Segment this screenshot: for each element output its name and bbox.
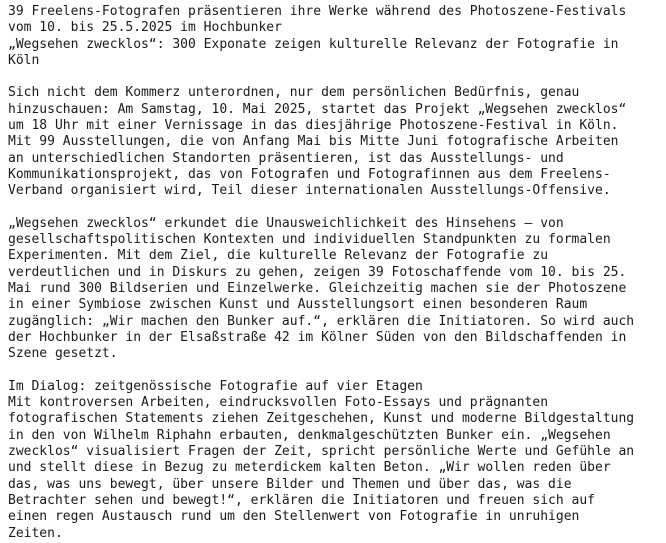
text-line: der Hochbunker in der Elsaßstraße 42 im Kölner Süden von den Bildschaffenden in: [8, 329, 627, 345]
paragraph-spacer: [8, 363, 658, 379]
text-line: in den von Wilhelm Riphahn erbauten, denkmalgeschützten Bunker ein. „Wegsehen: [8, 427, 611, 443]
text-line: das, was uns bewegt, über unsere Bilder und Themen und über das, was die: [8, 476, 572, 492]
text-line: in einer Symbiose zwischen Kunst und Ausstellungsort einen besonderen Raum: [8, 297, 588, 313]
section-heading: Im Dialog: zeitgenössische Fotografie auf vier Etagen: [8, 378, 423, 394]
text-line: und stellt diese in Bezug zu meterdickem kalten Beton. „Wir wollen reden über: [8, 460, 611, 476]
text-line: Verband organisiert wird, Teil dieser internationalen Ausstellungs-Offensive.: [8, 183, 611, 199]
text-line: einen regen Austausch rund um den Stellenwert von Fotografie in unruhigen: [8, 509, 580, 525]
text-line: fotografischen Statements ziehen Zeitgeschehen, Kunst und moderne Bildgestaltung: [8, 411, 635, 427]
paragraph-spacer: [8, 200, 658, 216]
text-line: Mai rund 300 Bildserien und Einzelwerke. Gleichzeitig machen sie der Photoszene: [8, 281, 627, 297]
subheadline-line: „Wegsehen zwecklos“: 300 Exponate zeigen kulturelle Relevanz der Fotografie in: [8, 36, 619, 52]
text-line: hinzuschauen: Am Samstag, 10. Mai 2025, startet das Projekt „Wegsehen zwecklos“: [8, 101, 627, 117]
dialog-section: [8, 379, 658, 542]
text-line: Betrachter sehen und bewegt!“, erklären die Initiatoren und freuen sich auf: [8, 492, 595, 508]
text-line: Mit 99 Ausstellungen, die von Anfang Mai bis Mitte Juni fotografische Arbeiten: [8, 134, 619, 150]
text-line: Szene gesetzt.: [8, 346, 118, 362]
subheadline-line: Köln: [8, 52, 40, 68]
text-line: gesellschaftspolitischen Kontexten und individuellen Standpunkten zu formalen: [8, 232, 611, 248]
paragraph-spacer: [8, 69, 658, 85]
headline-block: [8, 4, 658, 69]
text-line: an unterschiedlichen Standorten präsentieren, ist das Ausstellungs- und: [8, 150, 564, 166]
text-line: um 18 Uhr mit einer Vernissage in das diesjährige Photoszene-Festival in Köln.: [8, 118, 619, 134]
headline-line: 39 Freelens-Fotografen präsentieren ihre Werke während des Photoszene-Festivals: [8, 4, 627, 19]
text-line: Mit kontroversen Arbeiten, eindrucksvollen Foto-Essays und prägnanten: [8, 395, 549, 411]
intro-paragraph: [8, 85, 658, 199]
text-line: Experimenten. Mit dem Ziel, die kulturelle Relevanz der Fotografie zu: [8, 248, 549, 264]
text-line: verdeutlichen und in Diskurs zu gehen, zeigen 39 Fotoschaffende vom 10. bis 25.: [8, 264, 627, 280]
text-line: Sich nicht dem Kommerz unterordnen, nur dem persönlichen Bedürfnis, genau: [8, 85, 580, 101]
text-line: Zeiten.: [8, 525, 63, 541]
text-line: „Wegsehen zwecklos“ erkundet die Unausweichlichkeit des Hinsehens – von: [8, 215, 564, 231]
headline-line: vom 10. bis 25.5.2025 im Hochbunker: [8, 20, 282, 36]
text-line: zwecklos“ visualisiert Fragen der Zeit, spricht persönliche Werte und Gefühle an: [8, 444, 635, 460]
text-line: Kommunikationsprojekt, das von Fotografen und Fotografinnen aus dem Freelens-: [8, 166, 611, 182]
second-paragraph: [8, 216, 658, 363]
text-line: zugänglich: „Wir machen den Bunker auf.“, erklären die Initiatoren. So wird auch: [8, 313, 635, 329]
